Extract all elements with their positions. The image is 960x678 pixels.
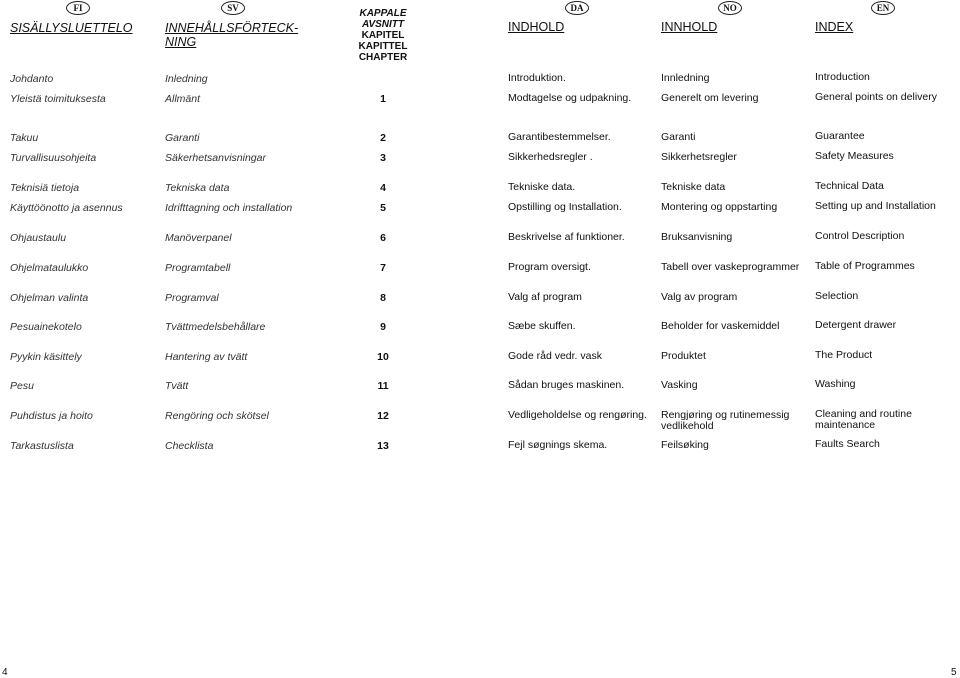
toc-cell-da: Program oversigt. bbox=[508, 261, 591, 273]
toc-cell-fi: Ohjaustaulu bbox=[10, 232, 67, 244]
toc-cell-num: 5 bbox=[380, 202, 386, 214]
toc-cell-da: Sikkerhedsregler . bbox=[508, 151, 593, 163]
toc-cell-da: Garantibestemmelser. bbox=[508, 131, 611, 143]
toc-cell-num: 8 bbox=[380, 292, 386, 304]
toc-cell-num: 6 bbox=[380, 232, 386, 244]
toc-cell-sv: Programval bbox=[165, 292, 219, 304]
header-fi: SISÄLLYSLUETTELO bbox=[10, 21, 133, 35]
toc-cell-no: Generelt om levering bbox=[661, 92, 759, 104]
page-number-right: 5 bbox=[951, 667, 957, 678]
toc-cell-num: 1 bbox=[380, 93, 386, 105]
toc-cell-en: Detergent drawer bbox=[815, 319, 897, 331]
toc-cell-no: Garanti bbox=[661, 131, 696, 143]
toc-cell-no: Feilsøking bbox=[661, 439, 709, 451]
toc-cell-da: Tekniske data. bbox=[508, 181, 576, 193]
toc-cell-en: Faults Search bbox=[815, 438, 880, 450]
toc-cell-sv: Programtabell bbox=[165, 262, 231, 274]
toc-cell-num: 7 bbox=[380, 262, 386, 274]
badge-no: NO bbox=[718, 1, 742, 15]
toc-cell-da: Fejl søgnings skema. bbox=[508, 439, 608, 451]
toc-cell-no: Produktet bbox=[661, 350, 706, 362]
toc-cell-no: Vasking bbox=[661, 379, 698, 391]
header-da: INDHOLD bbox=[508, 20, 565, 34]
toc-cell-fi: Takuu bbox=[10, 132, 39, 144]
toc-cell-sv: Garanti bbox=[165, 132, 200, 144]
toc-cell-en: Guarantee bbox=[815, 130, 865, 142]
toc-cell-no: Innledning bbox=[661, 72, 710, 84]
toc-cell-en: Washing bbox=[815, 378, 856, 390]
toc-cell-fi: Ohjelmataulukko bbox=[10, 262, 89, 274]
badge-da: DA bbox=[565, 1, 589, 15]
toc-cell-da: Opstilling og Installation. bbox=[508, 201, 622, 213]
toc-cell-da: Modtagelse og udpakning. bbox=[508, 92, 632, 104]
toc-cell-da: Valg af program bbox=[508, 291, 582, 303]
toc-cell-sv: Tvätt bbox=[165, 380, 189, 392]
chapter-label-fi: KAPPALE bbox=[359, 8, 407, 19]
toc-cell-da: Sådan bruges maskinen. bbox=[508, 379, 625, 391]
toc-cell-sv: Idrifttagning och installation bbox=[165, 202, 293, 214]
toc-cell-fi: Pesu bbox=[10, 380, 34, 392]
toc-cell-fi: Puhdistus ja hoito bbox=[10, 410, 93, 422]
toc-cell-num: 11 bbox=[377, 380, 389, 392]
toc-cell-fi: Ohjelman valinta bbox=[10, 292, 89, 304]
toc-cell-fi: Turvallisuusohjeita bbox=[10, 152, 97, 164]
toc-cell-no: Tekniske data bbox=[661, 181, 726, 193]
header-en: INDEX bbox=[815, 20, 854, 34]
toc-cell-sv: Tvättmedelsbehållare bbox=[165, 321, 266, 333]
toc-cell-num: 12 bbox=[377, 410, 389, 422]
toc-cell-num: 10 bbox=[377, 351, 389, 363]
toc-cell-en: The Product bbox=[815, 349, 873, 361]
toc-cell-no: Rengjøring og rutinemessig vedlikehold bbox=[661, 409, 790, 432]
toc-cell-en: Safety Measures bbox=[815, 150, 894, 162]
toc-cell-en: Control Description bbox=[815, 230, 905, 242]
toc-cell-sv: Tekniska data bbox=[165, 182, 230, 194]
page-number-left: 4 bbox=[2, 667, 8, 678]
toc-cell-sv: Inledning bbox=[165, 73, 208, 85]
header-no: INNHOLD bbox=[661, 20, 718, 34]
toc-cell-num: 4 bbox=[380, 182, 386, 194]
badge-fi: FI bbox=[66, 1, 90, 15]
toc-cell-fi: Yleistä toimituksesta bbox=[10, 93, 106, 105]
toc-cell-en: Selection bbox=[815, 290, 859, 302]
toc-cell-fi: Pyykin käsittely bbox=[10, 351, 82, 363]
toc-cell-en: Setting up and Installation bbox=[815, 200, 936, 212]
toc-cell-fi: Johdanto bbox=[10, 73, 54, 85]
header-chapter bbox=[355, 8, 411, 63]
toc-cell-sv: Säkerhetsanvisningar bbox=[165, 152, 266, 164]
toc-cell-en: Technical Data bbox=[815, 180, 884, 192]
toc-cell-no: Montering og oppstarting bbox=[661, 201, 778, 213]
toc-cell-no: Sikkerhetsregler bbox=[661, 151, 737, 163]
toc-cell-num: 13 bbox=[377, 440, 389, 452]
badge-sv: SV bbox=[221, 1, 245, 15]
chapter-label-sv: AVSNITT bbox=[361, 19, 405, 30]
toc-cell-en: General points on delivery bbox=[815, 91, 937, 103]
chapter-label-en: CHAPTER bbox=[358, 52, 408, 63]
toc-cell-fi: Käyttöönotto ja asennus bbox=[10, 202, 123, 214]
toc-cell-num: 2 bbox=[380, 132, 386, 144]
toc-cell-en: Introduction bbox=[815, 71, 870, 83]
badge-en: EN bbox=[871, 1, 895, 15]
toc-cell-da: Gode råd vedr. vask bbox=[508, 350, 602, 362]
toc-cell-no: Beholder for vaskemiddel bbox=[661, 320, 780, 332]
toc-cell-fi: Tarkastuslista bbox=[10, 440, 74, 452]
toc-cell-sv: Hantering av tvätt bbox=[165, 351, 248, 363]
chapter-label-no: KAPITTEL bbox=[358, 41, 408, 52]
toc-cell-no: Bruksanvisning bbox=[661, 231, 733, 243]
toc-cell-da: Introduktion. bbox=[508, 72, 566, 84]
toc-cell-en: Table of Programmes bbox=[815, 260, 915, 272]
toc-cell-sv: Manöverpanel bbox=[165, 232, 232, 244]
toc-cell-num: 9 bbox=[380, 321, 386, 333]
toc-cell-sv: Checklista bbox=[165, 440, 214, 452]
chapter-label-da: KAPITEL bbox=[361, 30, 405, 41]
toc-cell-en: Cleaning and routine maintenance bbox=[815, 408, 912, 431]
toc-cell-no: Tabell over vaskeprogrammer bbox=[661, 261, 800, 273]
toc-cell-no: Valg av program bbox=[661, 291, 738, 303]
toc-cell-fi: Pesuainekotelo bbox=[10, 321, 82, 333]
header-sv: INNEHÅLLSFÖRTECK-NING bbox=[165, 21, 299, 49]
toc-cell-da: Vedligeholdelse og rengøring. bbox=[508, 409, 647, 421]
toc-cell-fi: Teknisiä tietoja bbox=[10, 182, 80, 194]
toc-cell-sv: Allmänt bbox=[165, 93, 201, 105]
toc-cell-da: Beskrivelse af funktioner. bbox=[508, 231, 625, 243]
toc-cell-sv: Rengöring och skötsel bbox=[165, 410, 269, 422]
toc-cell-da: Sæbe skuffen. bbox=[508, 320, 576, 332]
toc-cell-num: 3 bbox=[380, 152, 386, 164]
